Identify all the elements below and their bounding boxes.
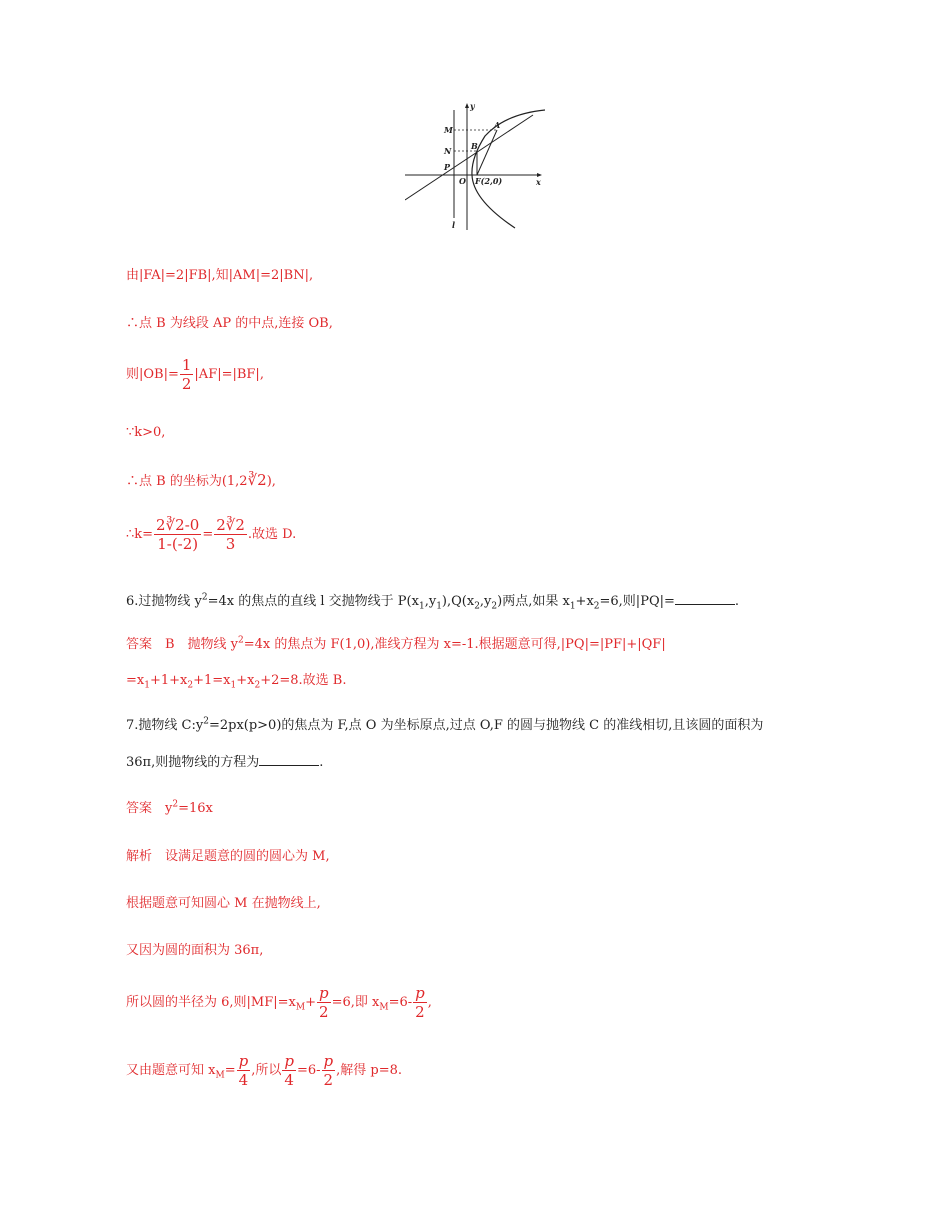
sub: 2 [187, 680, 194, 691]
fraction [322, 1052, 336, 1089]
sol7-line1: 解析 设满足题意的圆的圆心为 M, [126, 849, 330, 864]
sup: 2 [203, 716, 209, 727]
text: +x [236, 673, 255, 688]
denominator: 2 [415, 1003, 425, 1021]
question-7-line2 [126, 751, 323, 770]
sub: M [379, 1002, 389, 1013]
numerator: 2∛2-0 [156, 516, 200, 534]
sup: 2 [172, 799, 179, 810]
sub: 1 [418, 601, 425, 612]
text: |AF|=|BF|, [194, 367, 264, 382]
label-N: N [444, 146, 452, 156]
numerator: 1 [181, 356, 192, 374]
sol5-line1: 由|FA|=2|FB|,知|AM|=2|BN|, [126, 268, 314, 283]
label-F: F(2,0) [475, 176, 503, 186]
sol5-line6 [126, 516, 296, 553]
sol5-line5 [126, 470, 276, 489]
text: 则|OB|= [126, 367, 179, 382]
question-6 [126, 590, 739, 612]
line-PA [405, 115, 533, 200]
denominator: 1-(-2) [157, 535, 199, 553]
fraction [214, 516, 247, 553]
text: ,y [424, 594, 437, 609]
sol7-line4 [126, 984, 432, 1021]
numerator: p [323, 1052, 334, 1070]
label-O: O [459, 176, 466, 186]
text: ), [266, 474, 276, 489]
text: 又由题意可知 x [126, 1063, 216, 1078]
text: 答案 B 抛物线 y [126, 637, 239, 652]
y-axis-arrow [465, 103, 469, 108]
text: )两点,如果 x [497, 594, 570, 609]
numerator: p [415, 984, 425, 1002]
label-l: l [452, 220, 456, 230]
sol5-line2: ∴点 B 为线段 AP 的中点,连接 OB, [126, 316, 333, 331]
parabola-curve [472, 110, 545, 228]
denominator: 2 [323, 1071, 334, 1089]
sup: 2 [201, 592, 208, 603]
text: . [734, 594, 740, 609]
numerator: p [284, 1052, 294, 1070]
text: 7.抛物线 C:y [126, 718, 204, 733]
text: . [319, 755, 324, 770]
label-P: P [444, 162, 451, 172]
sub: M [295, 1002, 306, 1013]
text: =6,则|PQ|= [599, 594, 675, 609]
sub: 1 [436, 601, 442, 612]
denominator: 4 [284, 1071, 294, 1089]
denominator: 3 [225, 535, 236, 553]
numerator: p [318, 984, 329, 1002]
label-B: B [471, 141, 478, 151]
sub: 2 [254, 680, 261, 691]
label-M: M [444, 125, 453, 135]
text: =6- [388, 995, 413, 1010]
text: =x [126, 673, 145, 688]
numerator: p [238, 1052, 249, 1070]
sub: 1 [230, 680, 237, 691]
denominator: 2 [319, 1003, 329, 1021]
sub: 1 [144, 680, 150, 691]
question-7-line1 [126, 714, 763, 733]
text: = [224, 1063, 236, 1078]
text: ),Q(x [441, 594, 475, 609]
denominator: 4 [238, 1071, 249, 1089]
label-x: x [536, 177, 541, 187]
answer-7 [126, 797, 213, 816]
sub: 2 [474, 601, 480, 612]
text: +2=8.故选 B. [260, 673, 347, 688]
text: .故选 D. [247, 527, 297, 542]
text: 36π,则抛物线的方程为 [126, 755, 260, 770]
numerator: 2∛2 [216, 516, 245, 534]
text: ∴k= [126, 527, 154, 542]
text: ,y [479, 594, 492, 609]
text: =4x 的焦点为 F(1,0),准线方程为 x=-1.根据题意可得,|PQ|=|PF|+|QF| [243, 637, 666, 652]
fraction [282, 1052, 296, 1089]
cube-root: ∛2 [247, 471, 267, 489]
text: ∴点 B 的坐标为(1,2 [126, 474, 248, 489]
answer-6-line2 [126, 669, 346, 691]
parabola-figure [405, 100, 545, 232]
sol7-line3: 又因为圆的面积为 36π, [126, 943, 264, 958]
text: + [305, 995, 316, 1010]
answer-6-line1 [126, 633, 666, 652]
label-A: A [494, 120, 501, 130]
text: +1=x [193, 673, 231, 688]
text: =6- [296, 1063, 321, 1078]
text: =4x 的焦点的直线 l 交抛物线于 P(x [207, 594, 419, 609]
sub: 1 [569, 601, 576, 612]
text: 所以圆的半径为 6,则|MF|=x [126, 995, 296, 1010]
text: +x [575, 594, 594, 609]
sol5-line3 [126, 356, 264, 393]
sol5-line4: ∵k>0, [126, 425, 166, 440]
text: 答案 y [126, 801, 173, 816]
text: ,解得 p=8. [336, 1063, 403, 1078]
sub: 2 [593, 601, 600, 612]
fraction [413, 984, 427, 1021]
text: =16x [178, 801, 213, 816]
label-y: y [470, 101, 475, 111]
sub: 2 [491, 601, 498, 612]
sol7-line5 [126, 1052, 402, 1089]
fraction [317, 984, 331, 1021]
sup: 2 [238, 635, 244, 646]
fraction [180, 356, 194, 393]
text: = [202, 527, 214, 542]
text: +1+x [149, 673, 188, 688]
sol7-line2: 根据题意可知圆心 M 在抛物线上, [126, 896, 321, 911]
text: =2px(p>0)的焦点为 F,点 O 为坐标原点,过点 O,F 的圆与抛物线 C 的准线相切,且该圆的面积为 [208, 718, 764, 733]
text: =6,即 x [331, 995, 380, 1010]
answer-blank [675, 594, 735, 605]
answer-blank [259, 755, 319, 766]
text: 6.过抛物线 y [126, 594, 202, 609]
fraction [237, 1052, 251, 1089]
text: ,所以 [251, 1063, 282, 1078]
fraction [154, 516, 201, 553]
text: , [427, 995, 432, 1010]
denominator: 2 [181, 375, 192, 393]
segment-FA [477, 130, 497, 175]
sub: M [215, 1070, 225, 1081]
